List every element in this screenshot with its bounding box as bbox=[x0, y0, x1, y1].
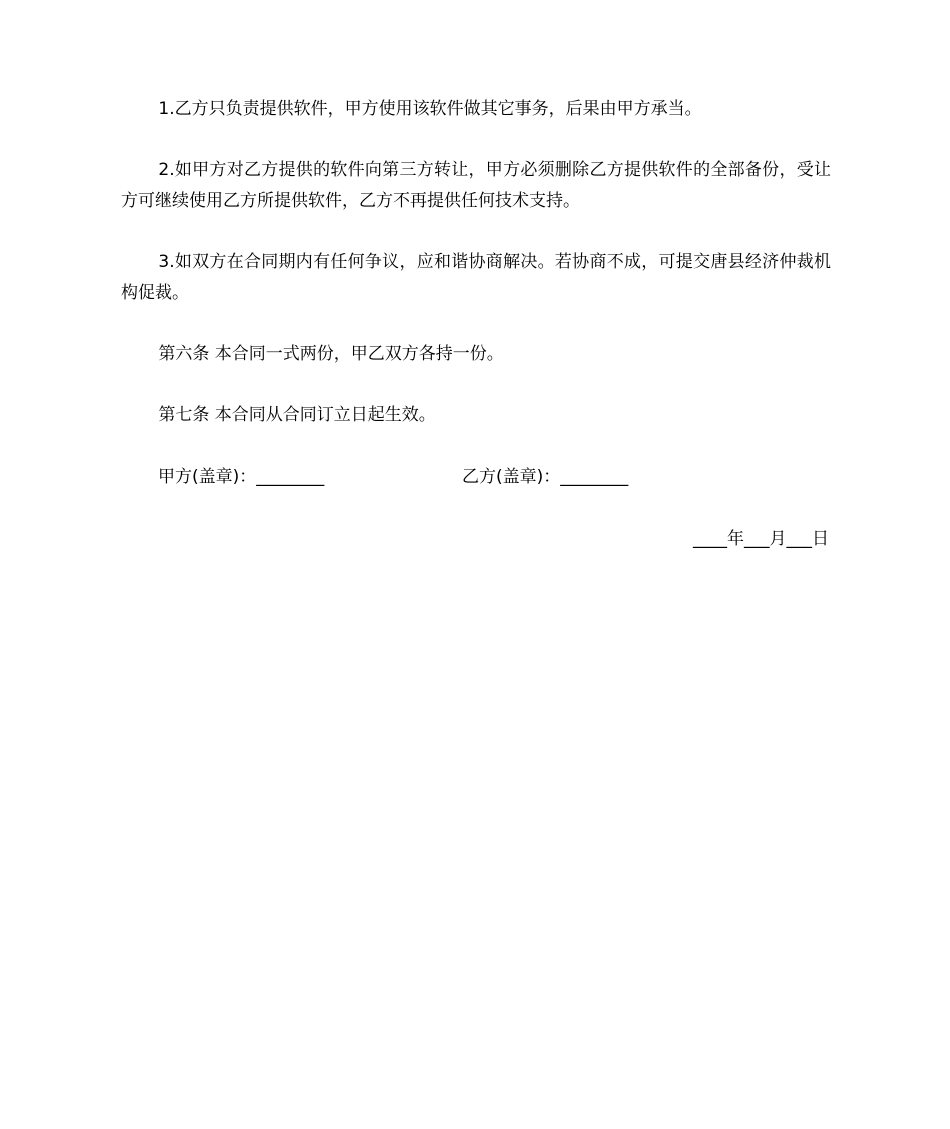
signature-row bbox=[121, 462, 831, 493]
clause-item-2: 2.如甲方对乙方提供的软件向第三方转让，甲方必须删除乙方提供软件的全部备份，受让方可继续使用乙方所提供软件，乙方不再提供任何技术支持。 bbox=[121, 160, 831, 211]
article-seven: 第七条 本合同从合同订立日起生效。 bbox=[158, 405, 436, 425]
document-body bbox=[121, 94, 831, 461]
clause-item-1: 1.乙方只负责提供软件，甲方使用该软件做其它事务，后果由甲方承当。 bbox=[158, 99, 702, 119]
party-a-signature: 甲方(盖章)：________ bbox=[158, 467, 325, 487]
article-six: 第六条 本合同一式两份，甲乙双方各持一份。 bbox=[158, 344, 504, 364]
clause-item-3: 3.如双方在合同期内有任何争议，应和谐协商解决。若协商不成，可提交唐县经济仲裁机构促裁。 bbox=[121, 252, 831, 303]
party-b-signature: 乙方(盖章)：________ bbox=[462, 467, 629, 487]
date-line: ____年___月___日 bbox=[693, 529, 829, 549]
